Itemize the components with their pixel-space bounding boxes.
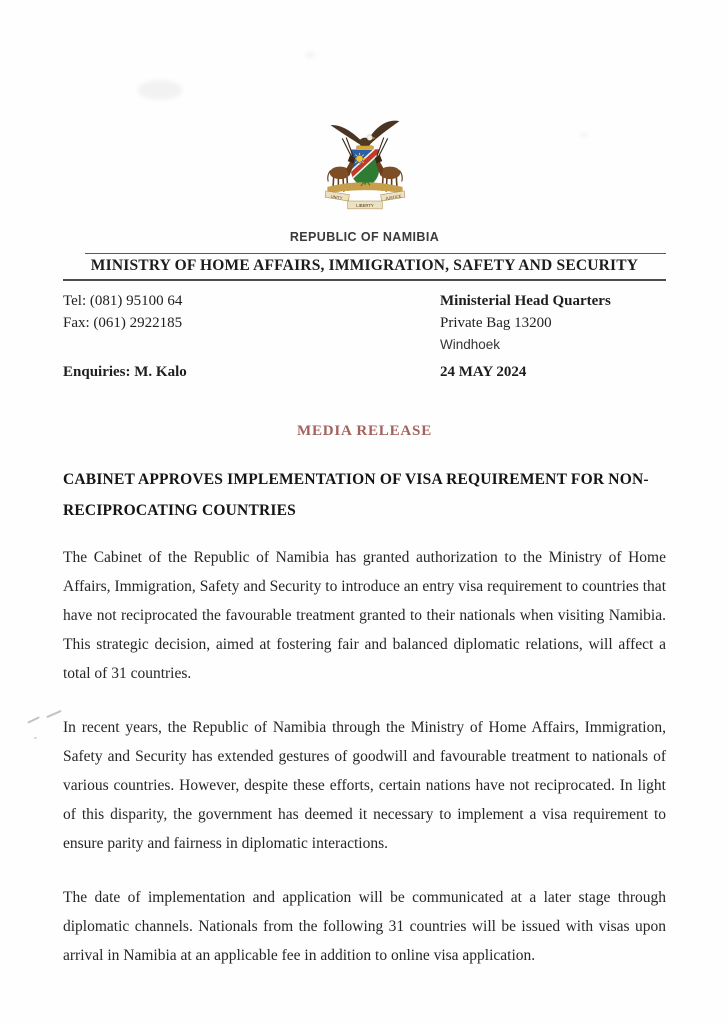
body-paragraph-3: The date of implementation and application will be communicated at a later stage through diplomatic channels. Nationals from the following 31 countries will be issued with visas upon arrival in Namibia at an applicable fee in addition to online visa application.	[63, 889, 666, 964]
namibia-coat-of-arms-emblem	[318, 114, 412, 216]
media-release-label: MEDIA RELEASE	[296, 423, 432, 439]
margin-pen-mark	[34, 737, 37, 739]
hq-title: Ministerial Head Quarters	[440, 293, 611, 309]
motto-ribbon	[325, 191, 405, 209]
motto-liberty: LIBERTY	[355, 202, 374, 208]
header-rule-bottom	[63, 279, 666, 281]
release-date: 24 MAY 2024	[440, 364, 527, 380]
torse-wreath	[356, 146, 373, 150]
scan-smudge	[305, 52, 315, 58]
ministry-title: MINISTRY OF HOME AFFAIRS, IMMIGRATION, SAFETY AND SECURITY	[90, 257, 639, 274]
motto-unity: UNITY	[329, 193, 343, 201]
body-paragraph-2: In recent years, the Republic of Namibia through the Ministry of Home Affairs, Immigration, Safety and Security has extended gestures of goodwill and favourable treatment to nationals of various countries. However, despite these efforts, certain nations have not reciprocated. In light of this disparity, the government has deemed it necessary to implement a visa requirement to ensure parity and fairness in diplomatic interactions.	[63, 719, 666, 852]
fax-line: Fax: (061) 2922185	[63, 315, 183, 331]
release-title: CABINET APPROVES IMPLEMENTATION OF VISA REQUIREMENT FOR NON-RECIPROCATING COUNTRIES	[63, 471, 649, 519]
scan-smudge	[138, 80, 182, 100]
emblem-container	[63, 114, 666, 221]
motto-justice: JUSTICE	[384, 193, 402, 201]
hq-address: Private Bag 13200	[440, 315, 552, 331]
spacer	[63, 334, 440, 356]
body-paragraph-1: The Cabinet of the Republic of Namibia has granted authorization to the Ministry of Home Affairs, Immigration, Safety and Security to introduce an entry visa requirement to countries that have not reciprocated the favourable treatment granted to their nationals when visiting Namibia. This strategic decision, aimed at fostering fair and balanced diplomatic relations, will affect a total of 31 countries.	[63, 549, 666, 682]
enquiries-line: Enquiries: M. Kalo	[63, 364, 187, 380]
fish-eagle-icon	[330, 121, 399, 147]
tel-line: Tel: (081) 95100 64	[63, 293, 183, 309]
scan-smudge	[580, 132, 588, 137]
hq-city: Windhoek	[440, 337, 501, 352]
republic-of-namibia-label: REPUBLIC OF NAMIBIA	[289, 230, 440, 244]
contact-block	[63, 290, 666, 384]
